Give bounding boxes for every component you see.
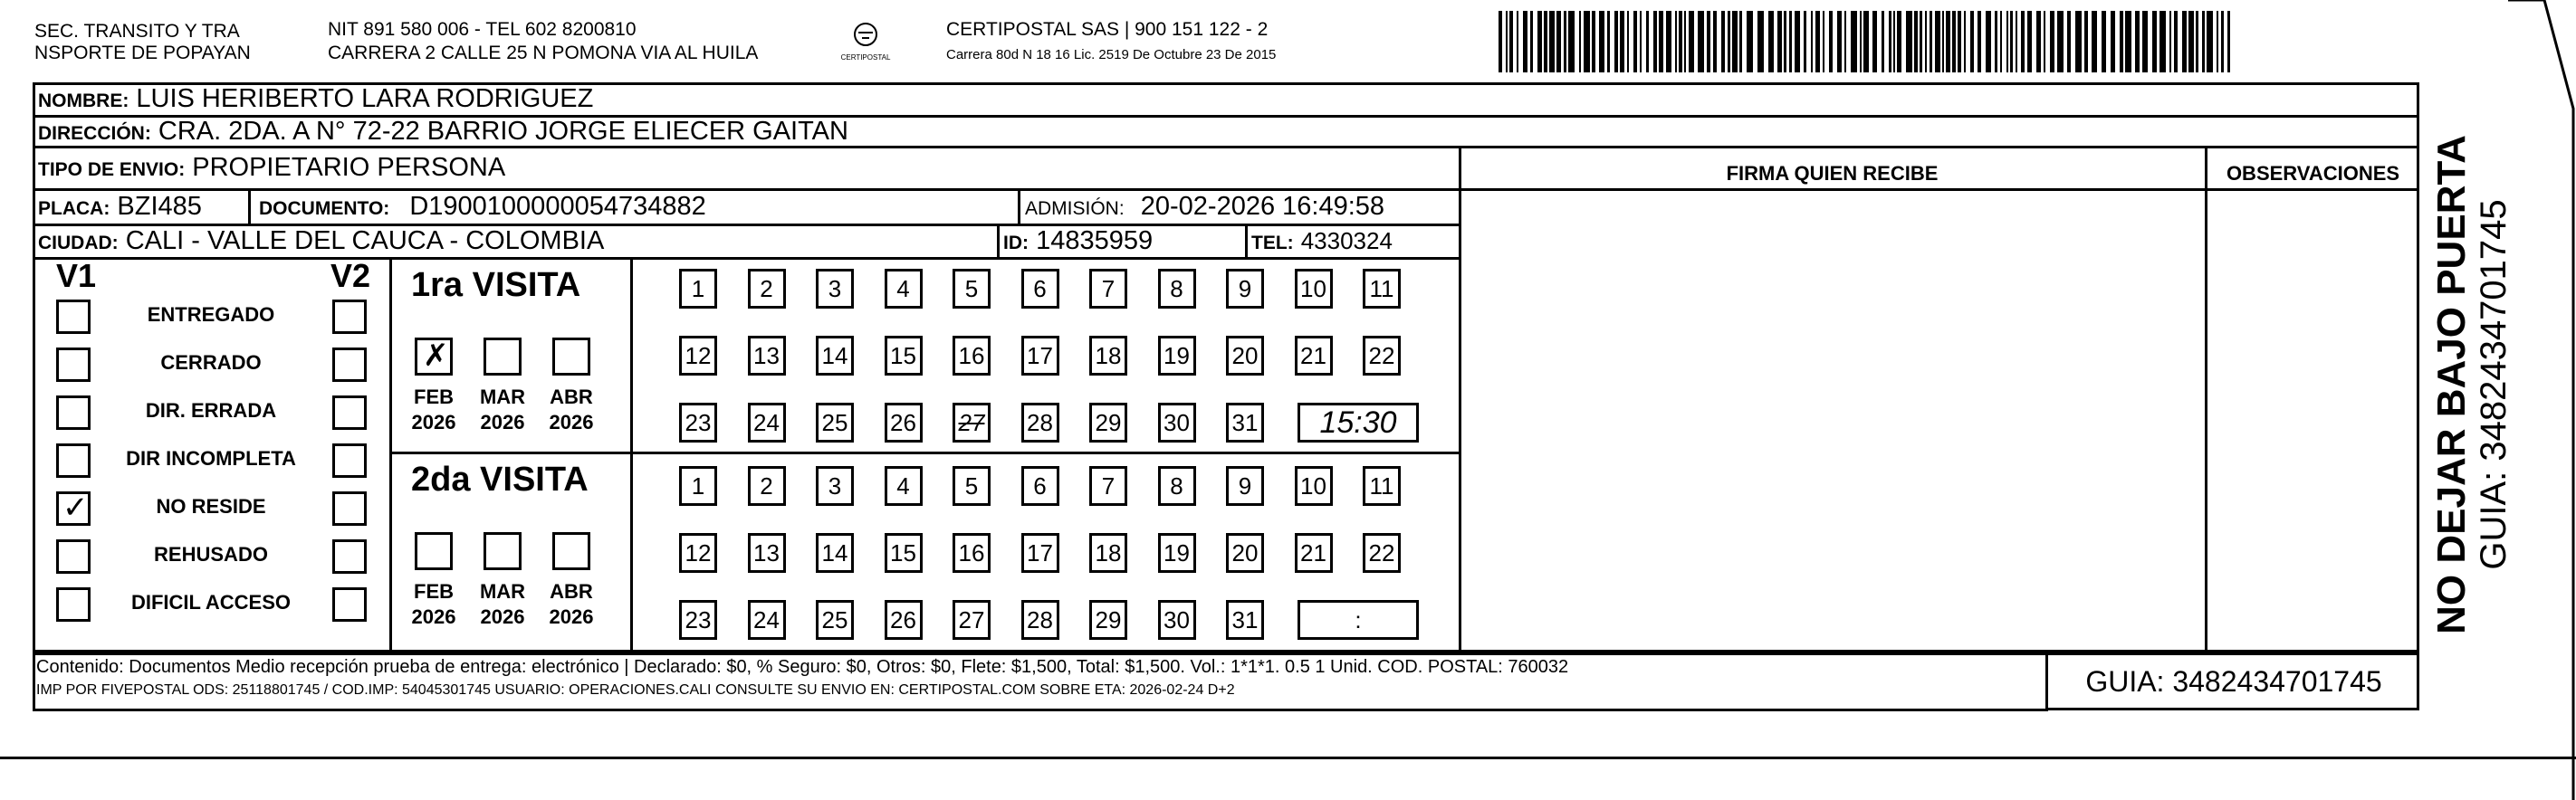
nombre-label: NOMBRE:: [38, 90, 129, 111]
barcode-bar: [1970, 11, 1974, 72]
barcode-bar: [1732, 11, 1738, 72]
barcode-bar: [1659, 11, 1663, 72]
day-box[interactable]: 9: [1226, 466, 1264, 506]
day-box[interactable]: 2: [748, 269, 786, 309]
v1-checkbox[interactable]: [56, 300, 91, 334]
barcode-bar: [2006, 11, 2008, 72]
day-box[interactable]: 5: [953, 269, 991, 309]
barcode-bar: [1795, 11, 1800, 72]
year-label: 2026: [480, 411, 525, 433]
barcode-bar: [1509, 11, 1513, 72]
barcode-bar: [1506, 11, 1508, 72]
barcode-bar: [1689, 11, 1694, 72]
month-caption: [544, 579, 599, 630]
month-checkbox[interactable]: [484, 532, 522, 570]
status-option-label: ENTREGADO: [147, 303, 275, 326]
barcode-bar: [2120, 11, 2123, 72]
month-label: MAR: [479, 580, 526, 603]
footer-contenido: Contenido: Documentos Medio recepción prueba de entrega: electrónico | Declarado: $0, % Seguro: $0, Otros: $0, Flete: $1,500, Total: $1,500. Vol.: 1*1*1. 0.5 1 Unid. COD. POSTAL: 760032: [36, 657, 1569, 677]
day-box[interactable]: 3: [816, 269, 854, 309]
barcode-bar: [1607, 11, 1610, 72]
barcode-bar: [1679, 11, 1682, 72]
barcode-bar: [1977, 11, 1981, 72]
day-box[interactable]: 4: [885, 269, 923, 309]
barcode-bar: [1627, 11, 1629, 72]
day-box[interactable]: 28: [1021, 600, 1059, 640]
month-checkbox[interactable]: [415, 532, 453, 570]
day-box[interactable]: 22: [1363, 533, 1401, 573]
ciudad-value: CALI - VALLE DEL CAUCA - COLOMBIA: [125, 226, 605, 255]
nombre-value: LUIS HERIBERTO LARA RODRIGUEZ: [136, 84, 594, 113]
barcode-bar: [1837, 11, 1842, 72]
company-line: CERTIPOSTAL SAS | 900 151 122 - 2: [946, 19, 1269, 40]
barcode-bar: [1768, 11, 1774, 72]
month-caption: [407, 579, 461, 630]
barcode-bar: [1675, 11, 1677, 72]
certipostal-logo: [840, 18, 891, 65]
barcode-bar: [2102, 11, 2106, 72]
barcode-bar: [1544, 11, 1547, 72]
barcode-bar: [2202, 11, 2205, 72]
barcode-bar: [1592, 11, 1595, 72]
barcode-bar: [1893, 11, 1895, 72]
barcode-bar: [2092, 11, 2097, 72]
day-box[interactable]: 18: [1089, 533, 1127, 573]
tipo-envio-label: TIPO DE ENVIO:: [38, 159, 186, 180]
barcode-bar: [1952, 11, 1956, 72]
id-cell: [1003, 226, 1153, 258]
day-box[interactable]: 15: [885, 533, 923, 573]
tel-value: 4330324: [1300, 227, 1393, 254]
day-box[interactable]: 27: [953, 403, 991, 443]
day-box[interactable]: 29: [1089, 600, 1127, 640]
side-warning: NO DEJAR BAJO PUERTA: [2429, 135, 2474, 634]
barcode-bar: [1728, 11, 1730, 72]
direccion-row: [38, 117, 848, 148]
barcode-bar: [1958, 11, 1961, 72]
barcode-bar: [2221, 11, 2224, 72]
barcode-bar: [1906, 11, 1912, 72]
barcode-bar: [2125, 11, 2131, 72]
day-box[interactable]: 24: [748, 403, 786, 443]
day-box[interactable]: 22: [1363, 336, 1401, 376]
barcode-bar: [2075, 11, 2082, 72]
v1-checkbox[interactable]: [56, 443, 91, 478]
id-value: 14835959: [1036, 226, 1154, 255]
v2-checkbox[interactable]: [332, 395, 367, 430]
barcode-bar: [1698, 11, 1704, 72]
barcode-bar: [1646, 11, 1649, 72]
footer-guia: GUIA: 3482434701745: [2085, 665, 2382, 698]
barcode-bar: [2036, 11, 2041, 72]
v2-label: V2: [330, 257, 371, 294]
barcode-bar: [2227, 11, 2230, 72]
day-box[interactable]: 11: [1363, 466, 1401, 506]
month-caption: [475, 579, 530, 630]
barcode-bar: [2169, 11, 2171, 72]
v2-checkbox[interactable]: [332, 539, 367, 574]
barcode-bar: [2135, 11, 2140, 72]
month-label: ABR: [550, 580, 593, 603]
visit1-title: 1ra VISITA: [411, 266, 581, 304]
barcode-bar: [1925, 11, 1927, 72]
logo-text: CERTIPOSTAL: [840, 53, 891, 62]
month-label: FEB: [414, 386, 454, 408]
day-box[interactable]: 31: [1226, 600, 1264, 640]
barcode-bar: [1584, 11, 1590, 72]
barcode-bar: [1517, 11, 1518, 72]
admision-cell: [1025, 192, 1384, 224]
placa-cell: [38, 192, 202, 224]
admision-value: 20-02-2026 16:49:58: [1140, 192, 1385, 221]
barcode-bar: [1537, 11, 1542, 72]
v1-checkbox[interactable]: [56, 395, 91, 430]
sender-nit: NIT 891 580 006 - TEL 602 8200810: [328, 19, 637, 40]
status-option-label: DIR INCOMPLETA: [126, 447, 296, 470]
barcode-bar: [1777, 11, 1782, 72]
barcode-bar: [1713, 11, 1717, 72]
month-label: ABR: [550, 386, 593, 408]
barcode-bar: [1556, 11, 1561, 72]
day-box[interactable]: 19: [1158, 533, 1196, 573]
barcode-bar: [2142, 11, 2148, 72]
day-box[interactable]: 23: [679, 600, 717, 640]
barcode-bar: [2084, 11, 2088, 72]
day-box[interactable]: 29: [1089, 403, 1127, 443]
side-guia: GUIA: 3482434701745: [2474, 199, 2514, 570]
barcode-bar: [1499, 11, 1502, 72]
placa-label: PLACA:: [38, 198, 110, 219]
day-box[interactable]: 6: [1021, 269, 1059, 309]
barcode-bar: [1844, 11, 1846, 72]
barcode-bar: [1784, 11, 1786, 72]
barcode-bar: [2182, 11, 2187, 72]
day-box[interactable]: 1: [679, 269, 717, 309]
day-box[interactable]: 1: [679, 466, 717, 506]
barcode-bar: [1851, 11, 1857, 72]
year-label: 2026: [480, 605, 525, 628]
day-box[interactable]: 23: [679, 403, 717, 443]
day-box[interactable]: 15: [885, 336, 923, 376]
barcode-bar: [1829, 11, 1833, 72]
barcode-bar: [2152, 11, 2157, 72]
bottom-edge-line: [0, 757, 2576, 759]
firma-header: FIRMA QUIEN RECIBE: [1726, 162, 1939, 185]
barcode-bar: [1564, 11, 1566, 72]
barcode-bar: [1789, 11, 1792, 72]
v1-checkbox[interactable]: [56, 539, 91, 574]
day-box[interactable]: 17: [1021, 336, 1059, 376]
day-box[interactable]: 14: [816, 533, 854, 573]
status-option-label: REHUSADO: [154, 543, 268, 566]
day-box[interactable]: 2: [748, 466, 786, 506]
footer-imp: IMP POR FIVEPOSTAL ODS: 25118801745 / COD.IMP: 54045301745 USUARIO: OPERACIONES.CALI CONSULTE SU ENVIO EN: CERTIPOSTAL.COM SOBRE ETA: 2026-02-24 D+2: [36, 682, 1235, 698]
documento-label: DOCUMENTO:: [259, 198, 390, 219]
day-box[interactable]: 8: [1158, 269, 1196, 309]
day-box[interactable]: 16: [953, 533, 991, 573]
barcode-bar: [1964, 11, 1966, 72]
ciudad-cell: [38, 226, 604, 258]
day-box[interactable]: 9: [1226, 269, 1264, 309]
barcode-bar: [2027, 11, 2032, 72]
barcode-bar: [2174, 11, 2178, 72]
month-caption: [407, 385, 461, 435]
barcode-bar: [1889, 11, 1891, 72]
barcode-bar: [1935, 11, 1940, 72]
barcode-bar: [1666, 11, 1671, 72]
v2-checkbox[interactable]: [332, 300, 367, 334]
day-box[interactable]: 6: [1021, 466, 1059, 506]
barcode-bar: [1614, 11, 1618, 72]
tipo-envio-value: PROPIETARIO PERSONA: [192, 153, 506, 182]
day-box[interactable]: 7: [1089, 466, 1127, 506]
barcode-bar: [1653, 11, 1657, 72]
nombre-row: [38, 84, 593, 116]
barcode-bar: [1579, 11, 1581, 72]
day-box[interactable]: 17: [1021, 533, 1059, 573]
time-box[interactable]: :: [1298, 600, 1419, 640]
barcode-bar: [1811, 11, 1813, 72]
day-box[interactable]: 10: [1295, 466, 1333, 506]
status-option-label: DIFICIL ACCESO: [130, 591, 291, 614]
month-checkbox[interactable]: [552, 338, 590, 376]
status-option-label: DIR. ERRADA: [145, 399, 277, 422]
month-caption: [475, 385, 530, 435]
documento-cell: [259, 192, 706, 224]
v1-checkbox[interactable]: [56, 587, 91, 622]
day-box[interactable]: 19: [1158, 336, 1196, 376]
year-label: 2026: [549, 605, 594, 628]
sender-address: CARRERA 2 CALLE 25 N POMONA VIA AL HUILA: [328, 43, 759, 63]
tipo-envio-row: [38, 153, 505, 185]
month-checkbox[interactable]: [415, 338, 453, 376]
barcode-bar: [2188, 11, 2194, 72]
v1-checkbox[interactable]: [56, 348, 91, 382]
day-box[interactable]: 30: [1158, 600, 1196, 640]
barcode-bar: [2057, 11, 2064, 72]
day-box[interactable]: 24: [748, 600, 786, 640]
year-label: 2026: [411, 411, 456, 433]
license-line: Carrera 80d N 18 16 Lic. 2519 De Octubre 23 De 2015: [946, 47, 1277, 62]
month-check-mark: ✗: [423, 338, 449, 373]
barcode-bar: [1897, 11, 1901, 72]
barcode-bar: [2016, 11, 2017, 72]
barcode-bar: [1863, 11, 1869, 72]
status-option-label: NO RESIDE: [156, 495, 266, 518]
barcode-bar: [2000, 11, 2002, 72]
month-label: MAR: [479, 386, 526, 408]
tel-label: TEL:: [1251, 233, 1294, 253]
barcode-bar: [1860, 11, 1862, 72]
v1-checkbox[interactable]: [56, 491, 91, 526]
day-box[interactable]: 30: [1158, 403, 1196, 443]
day-box[interactable]: 20: [1226, 533, 1264, 573]
barcode-bar: [1747, 11, 1753, 72]
barcode-bar: [1872, 11, 1877, 72]
id-label: ID:: [1003, 233, 1029, 253]
day-box[interactable]: 14: [816, 336, 854, 376]
barcode-bar: [1930, 11, 1932, 72]
day-box[interactable]: 31: [1226, 403, 1264, 443]
day-box[interactable]: 11: [1363, 269, 1401, 309]
day-box[interactable]: 25: [816, 600, 854, 640]
barcode-bar: [1946, 11, 1950, 72]
month-checkbox[interactable]: [484, 338, 522, 376]
day-box[interactable]: 5: [953, 466, 991, 506]
month-caption: [544, 385, 599, 435]
year-label: 2026: [549, 411, 594, 433]
barcode-bar: [1568, 11, 1575, 72]
day-box[interactable]: 25: [816, 403, 854, 443]
barcode-bar: [1633, 11, 1637, 72]
v2-checkbox[interactable]: [332, 348, 367, 382]
day-box[interactable]: 21: [1295, 533, 1333, 573]
barcode-bar: [1721, 11, 1725, 72]
barcode-bar: [2067, 11, 2071, 72]
day-box[interactable]: 26: [885, 600, 923, 640]
barcode-bar: [2217, 11, 2218, 72]
page-edge: [2508, 0, 2576, 800]
year-label: 2026: [411, 605, 456, 628]
v2-checkbox[interactable]: [332, 443, 367, 478]
v1-label: V1: [56, 257, 97, 294]
barcode-bar: [2021, 11, 2025, 72]
day-box[interactable]: 13: [748, 336, 786, 376]
day-box[interactable]: 27: [953, 600, 991, 640]
ciudad-label: CIUDAD:: [38, 233, 119, 253]
barcode-bar: [1599, 11, 1604, 72]
day-box[interactable]: 12: [679, 336, 717, 376]
month-checkbox[interactable]: [552, 532, 590, 570]
barcode-bar: [2207, 11, 2213, 72]
visit2-title: 2da VISITA: [411, 461, 589, 499]
barcode-bar: [1757, 11, 1764, 72]
barcode-bar: [2050, 11, 2054, 72]
barcode-bar: [2044, 11, 2045, 72]
barcode-bar: [1986, 11, 1991, 72]
day-box[interactable]: 26: [885, 403, 923, 443]
barcode-bar: [1920, 11, 1922, 72]
barcode-bar: [2196, 11, 2198, 72]
barcode-bar: [1620, 11, 1624, 72]
barcode-bar: [1882, 11, 1884, 72]
barcode-bar: [2159, 11, 2166, 72]
barcode: [1499, 11, 2234, 74]
tel-cell: [1251, 226, 1393, 258]
barcode-bar: [1707, 11, 1710, 72]
barcode-bar: [1739, 11, 1742, 72]
day-box[interactable]: 3: [816, 466, 854, 506]
barcode-bar: [1530, 11, 1533, 72]
v2-checkbox[interactable]: [332, 491, 367, 526]
placa-value: BZI485: [117, 192, 202, 221]
direccion-value: CRA. 2DA. A N° 72-22 BARRIO JORGE ELIECER GAITAN: [158, 117, 848, 146]
documento-value: D1900100000054734882: [409, 192, 706, 221]
day-box[interactable]: 13: [748, 533, 786, 573]
barcode-bar: [1640, 11, 1642, 72]
barcode-bar: [2010, 11, 2013, 72]
day-box[interactable]: 20: [1226, 336, 1264, 376]
month-label: FEB: [414, 580, 454, 603]
observaciones-header: OBSERVACIONES: [2226, 162, 2400, 185]
barcode-bar: [1815, 11, 1820, 72]
time-box[interactable]: 15:30: [1298, 403, 1419, 443]
barcode-bar: [1823, 11, 1824, 72]
sender-name-line1: SEC. TRANSITO Y TRA: [34, 21, 240, 42]
barcode-bar: [1549, 11, 1555, 72]
direccion-label: DIRECCIÓN:: [38, 123, 151, 144]
day-box[interactable]: 18: [1089, 336, 1127, 376]
day-box[interactable]: 28: [1021, 403, 1059, 443]
barcode-bar: [2111, 11, 2115, 72]
day-box[interactable]: 21: [1295, 336, 1333, 376]
day-box[interactable]: 10: [1295, 269, 1333, 309]
v1-check-mark: ✓: [62, 490, 89, 525]
status-option-label: CERRADO: [160, 351, 262, 374]
barcode-bar: [1942, 11, 1944, 72]
sender-name-line2: NSPORTE DE POPAYAN: [34, 43, 251, 63]
day-box[interactable]: 16: [953, 336, 991, 376]
barcode-bar: [1914, 11, 1918, 72]
barcode-bar: [1804, 11, 1806, 72]
admision-label: ADMISIÓN:: [1025, 198, 1125, 219]
day-box[interactable]: 4: [885, 466, 923, 506]
barcode-bar: [1523, 11, 1527, 72]
day-box[interactable]: 7: [1089, 269, 1127, 309]
barcode-bar: [1684, 11, 1686, 72]
v2-checkbox[interactable]: [332, 587, 367, 622]
day-box[interactable]: 12: [679, 533, 717, 573]
day-box[interactable]: 8: [1158, 466, 1196, 506]
barcode-bar: [1995, 11, 1997, 72]
